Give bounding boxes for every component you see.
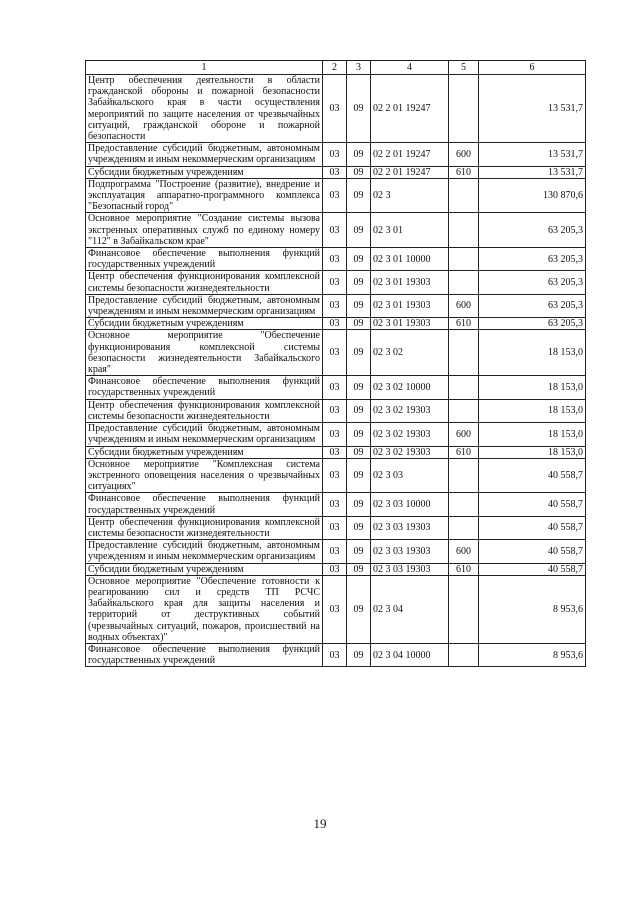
item-name: Предоставление субсидий бюджетным, автономным учреждениям и иным некоммерческим организациям [86,294,323,317]
expense-type-code: 600 [449,423,479,446]
target-article-code: 02 3 02 19303 [371,423,449,446]
expense-type-code [449,458,479,493]
subsection-code: 09 [347,643,371,666]
amount: 18 153,0 [479,376,586,399]
section-code: 03 [323,376,347,399]
target-article-code: 02 3 02 19303 [371,399,449,422]
target-article-code: 02 3 01 [371,213,449,248]
item-name: Субсидии бюджетным учреждениям [86,166,323,178]
item-name: Основное мероприятие "Обеспечение функционирования комплексной системы безопасности жизнедеятельности Забайкальского края" [86,330,323,376]
section-code: 03 [323,399,347,422]
expense-type-code [449,271,479,294]
table-row [86,575,586,643]
subsection-code: 09 [347,563,371,575]
subsection-code: 09 [347,248,371,271]
table-row [86,493,586,516]
table-row [86,294,586,317]
amount: 8 953,6 [479,575,586,643]
amount: 63 205,3 [479,318,586,330]
item-name: Субсидии бюджетным учреждениям [86,446,323,458]
item-name: Субсидии бюджетным учреждениям [86,318,323,330]
header-cell-4: 4 [371,61,449,75]
item-name: Центр обеспечения функционирования комплексной системы безопасности жизнедеятельности [86,271,323,294]
target-article-code: 02 3 03 10000 [371,493,449,516]
amount: 40 558,7 [479,540,586,563]
section-code: 03 [323,294,347,317]
expense-type-code [449,376,479,399]
target-article-code: 02 3 02 10000 [371,376,449,399]
section-code: 03 [323,643,347,666]
header-cell-3: 3 [347,61,371,75]
table-row [86,271,586,294]
expense-type-code [449,213,479,248]
table-row [86,248,586,271]
target-article-code: 02 3 02 [371,330,449,376]
section-code: 03 [323,540,347,563]
table-row [86,178,586,213]
expense-type-code [449,248,479,271]
item-name: Основное мероприятие "Обеспечение готовности к реагированию сил и средств ТП РСЧС Забайкальского края для защиты населения и территорий от деструктивных событий (чрезвычайных ситуаций, пожаров, происшествий на водных объектах)" [86,575,323,643]
expense-type-code: 600 [449,540,479,563]
subsection-code: 09 [347,399,371,422]
expense-type-code [449,575,479,643]
amount: 8 953,6 [479,643,586,666]
expense-type-code: 610 [449,446,479,458]
item-name: Субсидии бюджетным учреждениям [86,563,323,575]
expense-type-code [449,493,479,516]
section-code: 03 [323,446,347,458]
table-row [86,516,586,539]
target-article-code: 02 3 03 19303 [371,540,449,563]
subsection-code: 09 [347,540,371,563]
amount: 13 531,7 [479,143,586,166]
section-code: 03 [323,330,347,376]
target-article-code: 02 2 01 19247 [371,166,449,178]
section-code: 03 [323,563,347,575]
header-cell-1: 1 [86,61,323,75]
table-body [86,75,586,667]
subsection-code: 09 [347,213,371,248]
table-row [86,318,586,330]
section-code: 03 [323,166,347,178]
section-code: 03 [323,213,347,248]
table-row [86,330,586,376]
item-name: Предоставление субсидий бюджетным, автономным учреждениям и иным некоммерческим организациям [86,540,323,563]
expense-type-code: 600 [449,294,479,317]
subsection-code: 09 [347,575,371,643]
expense-type-code [449,330,479,376]
section-code: 03 [323,271,347,294]
item-name: Финансовое обеспечение выполнения функций государственных учреждений [86,248,323,271]
budget-table [85,60,586,667]
amount: 130 870,6 [479,178,586,213]
amount: 40 558,7 [479,458,586,493]
amount: 63 205,3 [479,271,586,294]
section-code: 03 [323,178,347,213]
table-row [86,143,586,166]
subsection-code: 09 [347,271,371,294]
expense-type-code: 610 [449,318,479,330]
target-article-code: 02 3 01 19303 [371,271,449,294]
section-code: 03 [323,575,347,643]
item-name: Предоставление субсидий бюджетным, автономным учреждениям и иным некоммерческим организациям [86,423,323,446]
expense-type-code: 600 [449,143,479,166]
target-article-code: 02 3 04 10000 [371,643,449,666]
section-code: 03 [323,143,347,166]
section-code: 03 [323,516,347,539]
item-name: Центр обеспечения функционирования комплексной системы безопасности жизнедеятельности [86,399,323,422]
expense-type-code [449,643,479,666]
table-row [86,75,586,143]
target-article-code: 02 3 02 19303 [371,446,449,458]
header-cell-6: 6 [479,61,586,75]
amount: 63 205,3 [479,213,586,248]
target-article-code: 02 3 01 10000 [371,248,449,271]
subsection-code: 09 [347,423,371,446]
amount: 18 153,0 [479,399,586,422]
table-row [86,376,586,399]
subsection-code: 09 [347,493,371,516]
subsection-code: 09 [347,376,371,399]
item-name: Финансовое обеспечение выполнения функций государственных учреждений [86,493,323,516]
expense-type-code [449,516,479,539]
subsection-code: 09 [347,330,371,376]
amount: 18 153,0 [479,330,586,376]
subsection-code: 09 [347,166,371,178]
table-row [86,399,586,422]
section-code: 03 [323,423,347,446]
target-article-code: 02 3 [371,178,449,213]
header-row [86,61,586,75]
section-code: 03 [323,458,347,493]
subsection-code: 09 [347,516,371,539]
expense-type-code [449,178,479,213]
expense-type-code [449,399,479,422]
subsection-code: 09 [347,143,371,166]
item-name: Финансовое обеспечение выполнения функций государственных учреждений [86,643,323,666]
section-code: 03 [323,318,347,330]
section-code: 03 [323,248,347,271]
table-row [86,540,586,563]
subsection-code: 09 [347,458,371,493]
amount: 63 205,3 [479,294,586,317]
table-row [86,423,586,446]
expense-type-code: 610 [449,563,479,575]
amount: 13 531,7 [479,166,586,178]
page-number: 19 [313,816,327,831]
table-row [86,643,586,666]
subsection-code: 09 [347,294,371,317]
amount: 40 558,7 [479,516,586,539]
target-article-code: 02 3 03 [371,458,449,493]
amount: 18 153,0 [479,423,586,446]
amount: 13 531,7 [479,75,586,143]
subsection-code: 09 [347,446,371,458]
target-article-code: 02 2 01 19247 [371,75,449,143]
target-article-code: 02 3 03 19303 [371,563,449,575]
amount: 18 153,0 [479,446,586,458]
item-name: Центр обеспечения деятельности в области гражданской обороны и пожарной безопасности Забайкальского края в части осуществления мероприятий по защите населения от чрезвычайных ситуаций, гражданской обороне и пожарной безопасности [86,75,323,143]
target-article-code: 02 3 03 19303 [371,516,449,539]
target-article-code: 02 3 01 19303 [371,318,449,330]
target-article-code: 02 3 04 [371,575,449,643]
table-row [86,166,586,178]
item-name: Предоставление субсидий бюджетным, автономным учреждениям и иным некоммерческим организациям [86,143,323,166]
table-row [86,213,586,248]
item-name: Финансовое обеспечение выполнения функций государственных учреждений [86,376,323,399]
header-cell-2: 2 [323,61,347,75]
subsection-code: 09 [347,178,371,213]
subsection-code: 09 [347,318,371,330]
expense-type-code [449,75,479,143]
table-row [86,458,586,493]
item-name: Основное мероприятие "Комплексная система экстренного оповещения населения о чрезвычайных ситуациях" [86,458,323,493]
table-row [86,446,586,458]
item-name: Подпрограмма "Построение (развитие), внедрение и эксплуатация аппаратно-программного комплекса "Безопасный город" [86,178,323,213]
expense-type-code: 610 [449,166,479,178]
header-cell-5: 5 [449,61,479,75]
subsection-code: 09 [347,75,371,143]
item-name: Основное мероприятие "Создание системы вызова экстренных оперативных служб по единому номеру "112" в Забайкальском крае" [86,213,323,248]
amount: 40 558,7 [479,493,586,516]
section-code: 03 [323,75,347,143]
target-article-code: 02 2 01 19247 [371,143,449,166]
target-article-code: 02 3 01 19303 [371,294,449,317]
amount: 63 205,3 [479,248,586,271]
table-row [86,563,586,575]
section-code: 03 [323,493,347,516]
item-name: Центр обеспечения функционирования комплексной системы безопасности жизнедеятельности [86,516,323,539]
amount: 40 558,7 [479,563,586,575]
